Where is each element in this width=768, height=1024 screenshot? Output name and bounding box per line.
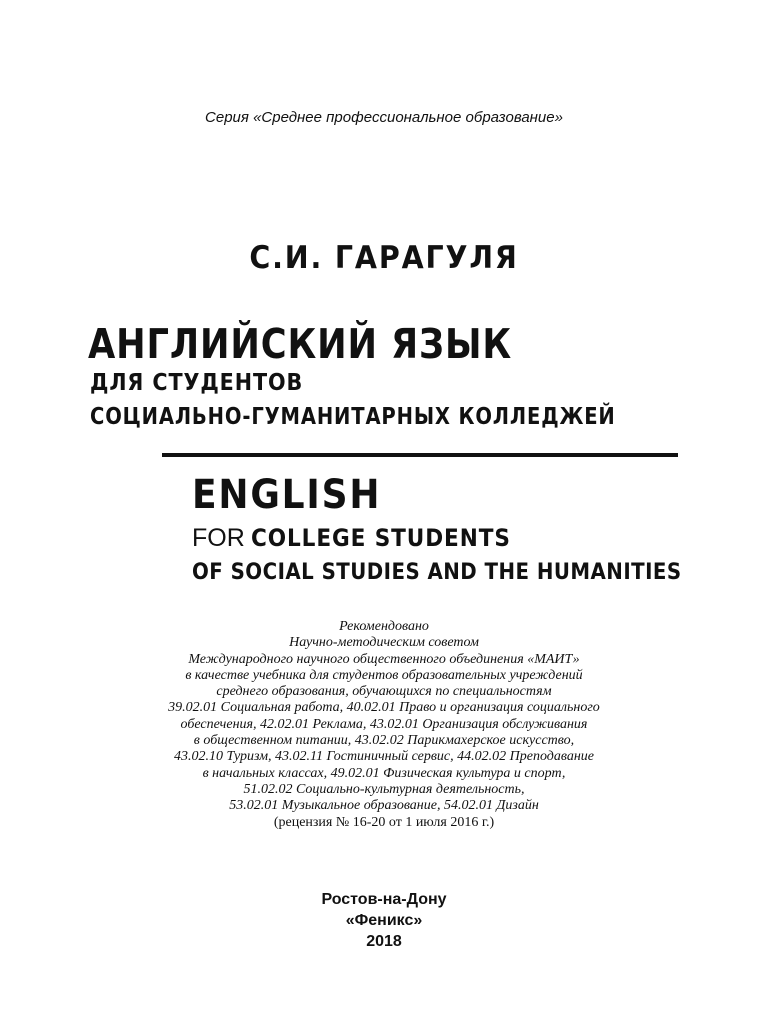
approval-line: Научно-методическим советом <box>289 635 479 651</box>
imprint-city: Ростов-на-Дону <box>321 891 447 908</box>
imprint-publisher: «Феникс» <box>345 912 423 929</box>
subtitle-english-prefix: FOR <box>192 524 245 552</box>
subtitle-russian-line-2: СОЦИАЛЬНО-ГУМАНИТАРНЫХ КОЛЛЕДЖЕЙ <box>90 404 616 430</box>
subtitle-english-rest: COLLEGE STUDENTS <box>251 524 512 552</box>
title-divider <box>162 453 678 457</box>
subtitle-english-line-1 <box>192 524 540 553</box>
series-line: Серия «Среднее профессиональное образование» <box>205 109 563 126</box>
approval-line: среднего образования, обучающихся по специальностям <box>216 684 552 700</box>
approval-line: обеспечения, 42.02.01 Реклама, 43.02.01 Организация обслуживания <box>180 716 588 732</box>
approval-line: Рекомендовано <box>339 619 429 634</box>
approval-line: в начальных классах, 49.02.01 Физическая культура и спорт, <box>202 765 566 781</box>
title-english: ENGLISH <box>192 472 382 518</box>
approval-text <box>80 619 688 831</box>
approval-line: 53.02.01 Музыкальное образование, 54.02.01 Дизайн <box>229 798 539 814</box>
title-russian: АНГЛИЙСКИЙ ЯЗЫК <box>88 320 513 368</box>
approval-line: Международного научного общественного объединения «МАИТ» <box>188 651 580 667</box>
approval-line: 43.02.10 Туризм, 43.02.11 Гостиничный сервис, 44.02.02 Преподавание <box>174 749 594 765</box>
approval-line: в качестве учебника для студентов образовательных учреждений <box>185 667 583 683</box>
imprint-year: 2018 <box>366 933 402 950</box>
approval-line: 51.02.02 Социально-культурная деятельность, <box>243 781 525 797</box>
imprint <box>0 889 768 952</box>
subtitle-russian-line-1: ДЛЯ СТУДЕНТОВ <box>90 370 304 396</box>
author-name: С.И. ГАРАГУЛЯ <box>249 240 519 276</box>
review-reference: (рецензия № 16-20 от 1 июля 2016 г.) <box>273 814 495 830</box>
approval-line: 39.02.01 Социальная работа, 40.02.01 Право и организация социального <box>168 700 600 716</box>
subtitle-english-line-2: OF SOCIAL STUDIES AND THE HUMANITIES <box>192 560 682 585</box>
approval-line: в общественном питании, 43.02.02 Парикмахерское искусство, <box>193 733 575 749</box>
